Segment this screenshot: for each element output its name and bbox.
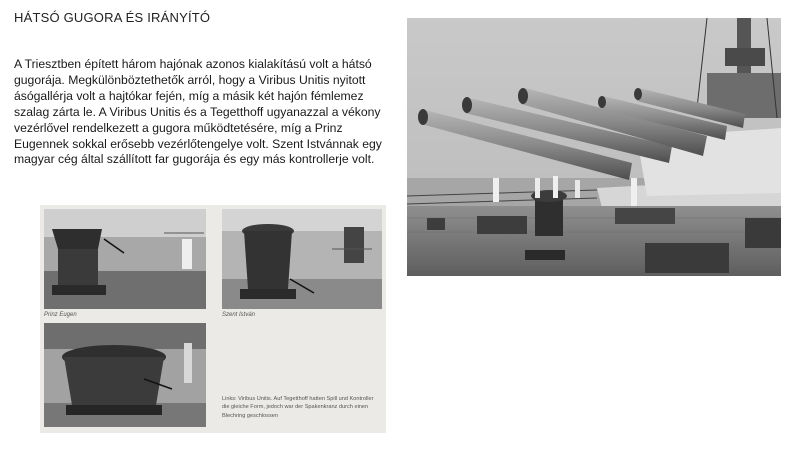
slide-paragraph: A Triesztben épített három hajónak azonos kialakítású volt a hátsó gugorája. Megkülönböztethetők arról, hogy a Viribus Unitis nyitott ásógallérja volt a hajtókar fején, míg a másik két hajón fémlemez szalag zárta le. A Viribus Unitis és a Tegetthoff ugyanazzal a vékony vezérlővel rendelkezett a gugora működtetésére, míg a Prinz Eugennek sokkal erősebb vezérlőtengelye volt. Szent Istvánnak egy magyar cég által szállított far gugorája és egy más kontrollerje volt. <box>14 57 382 167</box>
prinz-eugen-capstan-photo <box>44 209 206 309</box>
caption-prinz-eugen: Prinz Eugen <box>44 312 77 318</box>
slide-title: HÁTSÓ GUGORA ÉS IRÁNYÍTÓ <box>14 10 211 25</box>
caption-szent-istvan: Szent István <box>222 312 256 318</box>
szent-istvan-capstan-photo <box>222 209 382 309</box>
viribus-unitis-capstan-photo <box>44 323 206 427</box>
capstan-photo-collage <box>40 205 386 433</box>
caption-viribus-unitis: Links: Viribus Unitis. Auf Tegetthoff hatten Spill und Kontroller die gleiche Form, jedoch war der Spakenkranz durch einen Blechring geschlossen <box>222 396 374 419</box>
battleship-deck-photo <box>407 18 781 276</box>
